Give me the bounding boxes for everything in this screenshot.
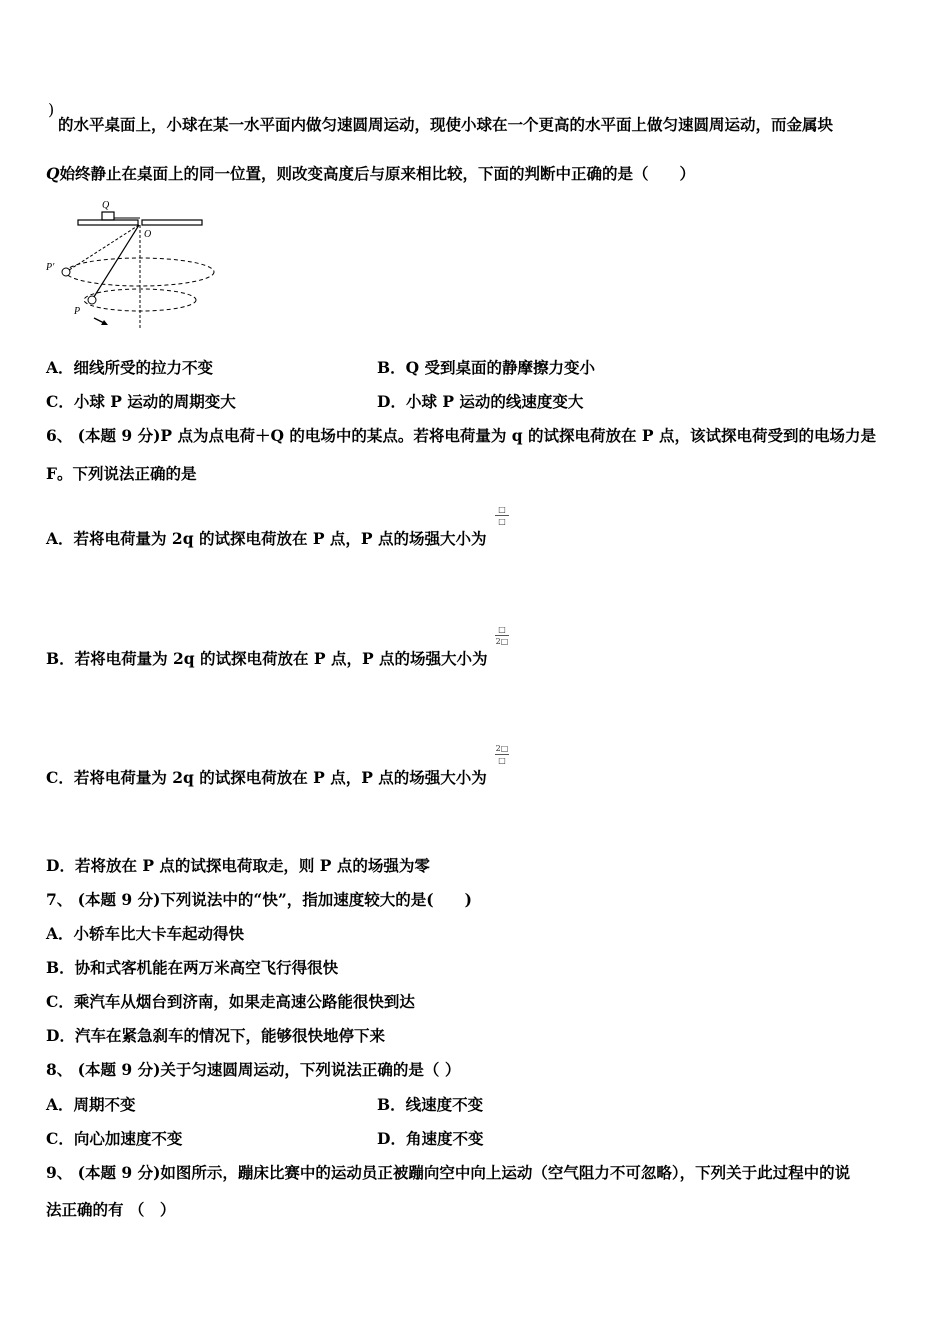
q7-option-a: A．小轿车比大卡车起动得快 — [46, 924, 245, 943]
q6-stem-line2: F。下列说法正确的是 — [46, 464, 197, 483]
fraction-bar — [495, 635, 509, 636]
fraction-denominator: □ — [498, 756, 506, 765]
label-o: O — [144, 229, 152, 240]
q8-option-b: B．线速度不变 — [377, 1095, 484, 1114]
q9-stem-line1: 9、 (本题 9 分)如图所示，蹦床比赛中的运动员正被蹦向空中向上运动（空气阻力不可忽略），下列关于此过程中的说 — [46, 1163, 851, 1182]
fraction-denominator: 2□ — [495, 637, 509, 646]
label-q: Q — [102, 200, 110, 211]
q8-option-d: D．角速度不变 — [377, 1129, 484, 1148]
q8-option-a: A．周期不变 — [46, 1095, 136, 1114]
q6-option-d: D．若将放在 P 点的试探电荷取走，则 P 点的场强为零 — [46, 856, 430, 875]
q9-stem-line2: 法正确的有 （ ） — [46, 1200, 176, 1219]
q5-stem-line1: 的水平桌面上，小球在某一水平面内做匀速圆周运动，现使小球在一个更高的水平面上做匀速圆周运动，而金属块 — [58, 115, 834, 134]
q5-stem-line2 — [46, 164, 695, 184]
q6-option-a: A．若将电荷量为 2q 的试探电荷放在 P 点，P 点的场强大小为 — [46, 529, 487, 548]
fraction-denominator: □ — [498, 517, 506, 526]
ball-p — [88, 296, 96, 304]
q8-option-c: C．向心加速度不变 — [46, 1129, 183, 1148]
label-p-prime: P′ — [46, 262, 55, 273]
fraction-numerator: □ — [498, 505, 506, 514]
q5-var-q: Q — [46, 164, 60, 183]
label-p: P — [74, 306, 81, 317]
q7-option-b: B．协和式客机能在两万米高空飞行得很快 — [46, 958, 339, 977]
fraction-numerator: 2□ — [495, 744, 509, 753]
q5-option-c: C．小球 P 运动的周期变大 — [46, 392, 236, 411]
q5-option-a: A．细线所受的拉力不变 — [46, 358, 214, 377]
table-top-left — [78, 220, 138, 225]
q6-option-b: B．若将电荷量为 2q 的试探电荷放在 P 点，P 点的场强大小为 — [46, 649, 488, 668]
q7-option-d: D．汽车在紧急刹车的情况下，能够很快地停下来 — [46, 1026, 385, 1045]
fraction-numerator: □ — [498, 625, 506, 634]
q5-stem-line2-text: 始终静止在桌面上的同一位置，则改变高度后与原来相比较，下面的判断中正确的是（ ） — [59, 164, 696, 183]
fraction-bar — [495, 754, 509, 755]
q6-stem-line1: 6、 (本题 9 分)P 点为点电荷＋Q 的电场中的某点。若将电荷量为 q 的试探电荷放在 P 点，该试探电荷受到的电场力是 — [46, 426, 876, 445]
ball-p-prime — [62, 268, 70, 276]
paren-fragment: ) — [48, 100, 55, 119]
q6-option-a-fraction — [495, 505, 509, 526]
q6-option-b-fraction — [495, 625, 509, 646]
string — [92, 225, 139, 300]
conical-pendulum-figure — [44, 196, 224, 332]
q5-option-d: D．小球 P 运动的线速度变大 — [377, 392, 584, 411]
block-q — [102, 212, 114, 220]
q5-option-b: B．Q 受到桌面的静摩擦力变小 — [377, 358, 595, 377]
q6-option-c: C．若将电荷量为 2q 的试探电荷放在 P 点，P 点的场强大小为 — [46, 768, 487, 787]
q7-option-c: C．乘汽车从烟台到济南，如果走高速公路能很快到达 — [46, 992, 415, 1011]
q7-stem: 7、 (本题 9 分)下列说法中的“快”，指加速度较大的是( ) — [46, 890, 472, 909]
q6-option-c-fraction — [495, 744, 509, 765]
fraction-bar — [495, 515, 509, 516]
table-top-right — [142, 220, 202, 225]
q8-stem: 8、 (本题 9 分)关于匀速圆周运动，下列说法正确的是（ ） — [46, 1060, 461, 1079]
